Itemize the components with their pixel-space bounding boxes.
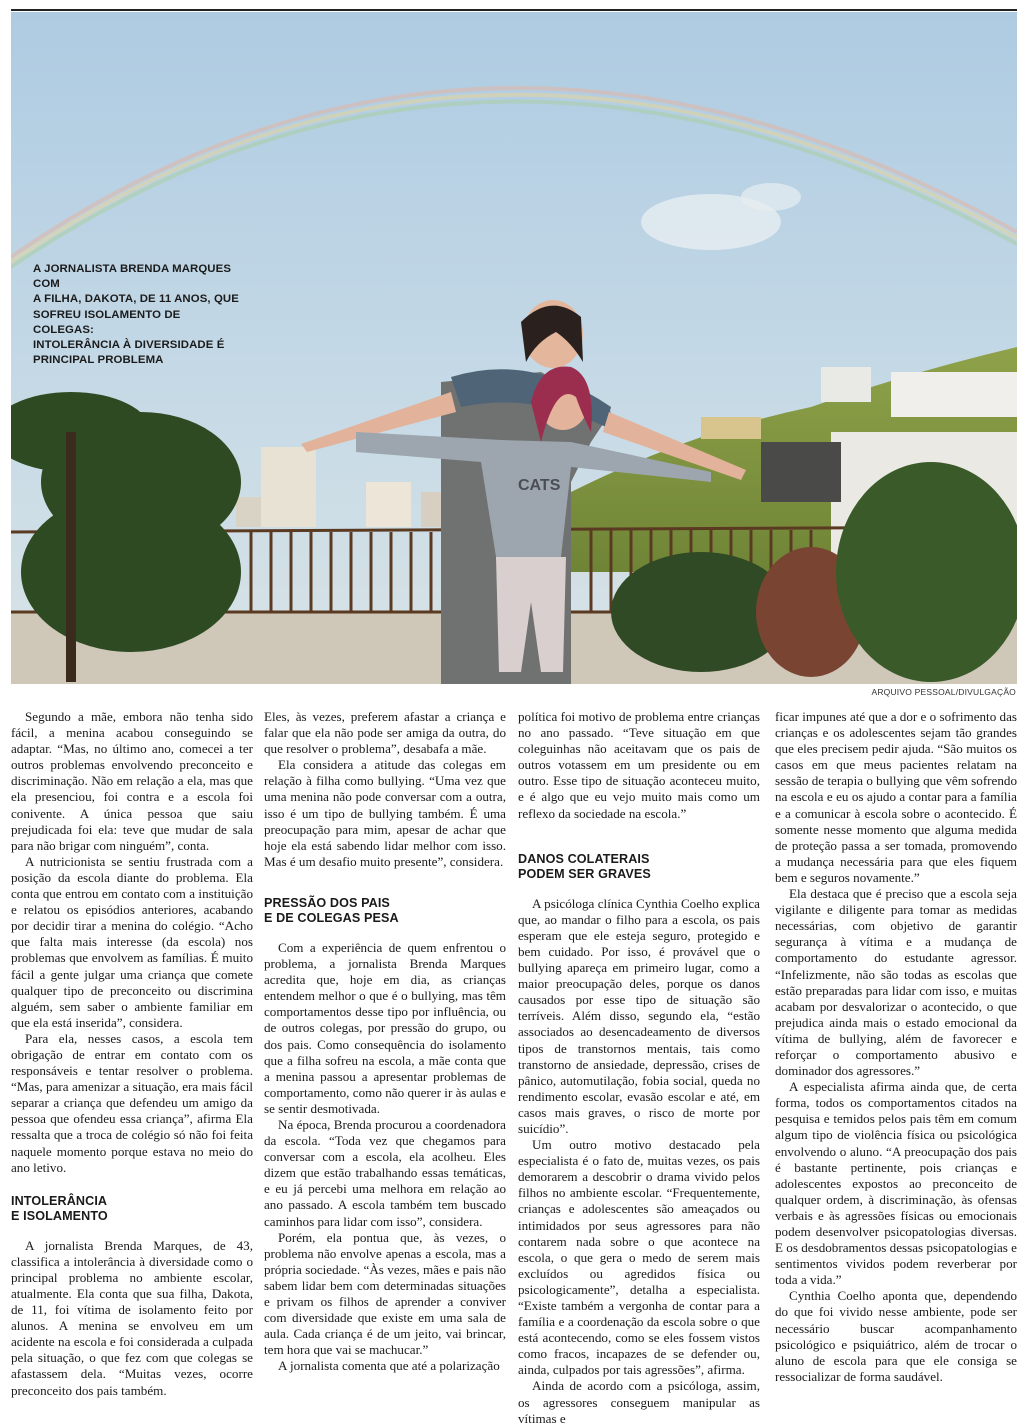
paragraph: Para ela, nesses casos, a escola tem obrigação de entrar em contato com os responsáveis e tentar resolver o problema. “Mas, para amenizar a situação, era mais fácil separar a criança que defendeu um amigo da pessoa que ofendeu essa criança”, afirma Ela ressalta que a troca de colégio só não foi feita naquele momento porque estava no meio do ano letivo. <box>11 1030 253 1175</box>
heading-line: INTOLERÂNCIA <box>11 1193 108 1208</box>
paragraph: Na época, Brenda procurou a coordenadora da escola. “Toda vez que chegamos para conversar com a escola, ela acolheu. Eles dizem que estão trabalhando essas temáticas, e eu já percebi uma melhora em relação ao ano passado. A escola também tem buscado caminhos para lidar com isso”, considera. <box>264 1116 506 1229</box>
section-heading-pressao <box>264 896 506 926</box>
text-column-2 <box>264 709 506 1374</box>
paragraph: Cynthia Coelho aponta que, dependendo do que foi vivido nesse ambiente, pode ser necessário buscar acompanhamento psicológico e psiquiátrico, além de trocar o aluno de escola para que ele consiga se ressocializar de forma saudável. <box>775 1288 1017 1384</box>
paragraph: Ela considera a atitude das colegas em relação à filha como bullying. “Uma vez que uma menina não pode conversar com a outra, isso é um tipo de bullying também. É uma preocupação para mim, apesar de achar que hoje ela está sabendo lidar melhor com isso. Mas é um desafio muito presente”, considera. <box>264 757 506 869</box>
text-column-1 <box>11 709 253 1399</box>
caption-line: SOFREU ISOLAMENTO DE COLEGAS: <box>33 308 181 336</box>
section-heading-intolerancia <box>11 1194 253 1224</box>
paragraph: A psicóloga clínica Cynthia Coelho explica que, ao mandar o filho para a escola, os pais esperam que ele esteja seguro, protegido e bem cuidado. Por isso, é provável que o bullying apareça em primeiro lugar, como a maior preocupação deles, porque os danos causados por esse tipo de situação são terríveis. Além disso, segundo ela, “estão associados ao desencadeamento de diversos tipos de transtornos mentais, tais como transtorno de ansiedade, depressão, crises de pânico, automutilação, fobia social, queda no rendimento escolar, evasão escolar e até, em casos mais graves, o risco de morte por suicídio”. <box>518 895 760 1136</box>
paragraph: A jornalista Brenda Marques, de 43, classifica a intolerância à diversidade como o principal problema no ambiente escolar, atualmente. Ela conta que sua filha, Dakota, de 11, foi vítima de isolamento feito por alunos. A menina se envolveu em um acidente na escola e foi considerada a culpada pela situação, o que fez com que colegas se afastassem dela. “Muitas vezes, ocorre preconceito dos pais também. <box>11 1237 253 1398</box>
paragraph: Porém, ela pontua que, às vezes, o problema não envolve apenas a escola, mas a própria sociedade. “Às vezes, mães e pais não sabem lidar bem com determinadas situações e privam os filhos de aprender a conviver com diversidade que existe em uma sala de aula. Cada criança é de um jeito, vai brincar, tem hora que vai se machucar.” <box>264 1229 506 1358</box>
paragraph: Com a experiência de quem enfrentou o problema, a jornalista Brenda Marques acredita que, hoje em dia, as crianças entendem melhor o que é o bullying, mas têm comportamentos desse tipo por influência, ou de outros colegas, por pressão do grupo, ou dos pais. Como consequência do isolamento que a filha sofreu na escola, a mãe conta que a menina passou a apresentar problemas de comportamento, como não querer ir às aulas e se sentir desmotivada. <box>264 939 506 1116</box>
paragraph: A jornalista comenta que até a polarização <box>278 1358 500 1374</box>
heading-line: PRESSÃO DOS PAIS <box>264 895 390 910</box>
paragraph: Segundo a mãe, embora não tenha sido fácil, a menina acabou conseguindo se adaptar. “Mas, no último ano, comecei a ter outros problemas envolvendo preconceito e discriminação. Não em relação a ela, mas que ela presenciou, foi contra e a escola foi conivente. A única pessoa que saiu prejudicada foi ela: teve que mudar de sala para não brigar com ninguém”, conta. <box>11 709 253 853</box>
top-rule <box>11 9 1017 11</box>
paragraph: Eles, às vezes, preferem afastar a criança e falar que ela não pode ser amiga da outra, do que resolver o problema”, desabafa a mãe. <box>264 709 506 757</box>
section-heading-danos <box>518 852 760 882</box>
paragraph: ficar impunes até que a dor e o sofrimento das crianças e os adolescentes sejam tão grandes que eles precisem pedir ajuda. “São muitos os casos em que meus pacientes relatam na sessão de terapia o bullying que vêm sofrendo na escola e eu os ajudo a contar para a família e a comunicar à escola sobre o acontecido. É somente nesse momento que alguma medida de proteção passa a ser tomada, promovendo a mudança necessária para que eles fiquem bem e seguros novamente.” <box>775 709 1017 885</box>
paragraph: Um outro motivo destacado pela especialista é o fato de, muitas vezes, os pais demorarem a descobrir o drama vivido pelos filhos no ambiente escolar. “Frequentemente, crianças e adolescentes são ameaçados ou intimidados por seus agressores para não contarem nada sobre o que acontece na escola, o que gera o medo de serem mais excluídos ou agredidos física ou psicologicamente”, detalha a especialista. “Existe também a vergonha de contar para a família e a coordenação da escola sobre o que está acontecendo, como se eles fossem vistos como fracos, incapazes de se defender ou, ainda, culpados por tais agressões”, afirma. <box>518 1137 760 1378</box>
heading-line: PODEM SER GRAVES <box>518 866 651 881</box>
photo-caption <box>33 262 243 368</box>
heading-line: DANOS COLATERAIS <box>518 851 650 866</box>
heading-line: E ISOLAMENTO <box>11 1208 108 1223</box>
article-photo <box>11 12 1017 684</box>
photo-credit: ARQUIVO PESSOAL/DIVULGAÇÃO <box>871 687 1016 697</box>
shirt-text: CATS <box>518 477 561 494</box>
text-column-3 <box>518 709 760 1427</box>
paragraph: Ainda de acordo com a psicóloga, assim, os agressores conseguem manipular as vítimas e <box>518 1378 760 1426</box>
paragraph: A especialista afirma ainda que, de certa forma, todos os comportamentos citados na pesquisa e temidos pelos pais têm em comum algum tipo de violência física ou psicológica envolvendo o aluno. “A preocupação dos pais é bastante pertinente, pois crianças e adolescentes expostos ao preconceito de qualquer ordem, à discriminação, às ofensas verbais e às agressões físicas ou emocionais podem desenvolver psicopatologias diversas. E os desdobramentos dessas psicopatologias e sentimentos vividos podem reverberar por toda a vida.” <box>775 1079 1017 1288</box>
caption-line: INTOLERÂNCIA À DIVERSIDADE É <box>33 339 225 352</box>
text-column-4 <box>775 709 1017 1385</box>
paragraph: política foi motivo de problema entre crianças no ano passado. “Teve situação em que coleguinhas não aceitavam que os pais de outros votassem em um presidente ou em outro. Esse tipo de situação aconteceu muito, e é algo que eu vejo muito mais como um reflexo da sociedade na escola.” <box>518 709 760 821</box>
paragraph: Ela destaca que é preciso que a escola seja vigilante e diligente para tomar as medidas necessárias, com objetivo de garantir segurança à vítima e a mudança de comportamento do estudante agressor. “Infelizmente, não são todas as escolas que estão preparadas para lidar com isso, e muitas acabam por desvalorizar o acontecido, o que prejudica ainda mais o estado emocional da vítima de bullying, além de favorecer e reforçar o comportamento abusivo e dominador dos agressores.” <box>775 886 1017 1079</box>
paragraph: A nutricionista se sentiu frustrada com a posição da escola diante do problema. Ela conta que entrou em contato com a instituição e relatou os episódios anteriores, acabando por decidir tirar a menina do colégio. “Acho que falta mais interesse (da escola) nos problemas que envolvem as famílias. É muito fácil a gente julgar uma criança que comete qualquer tipo de preconceito ou discrimina alguém, sem saber o ambiente familiar em que ela está inserida”, considera. <box>11 853 253 1030</box>
caption-line: PRINCIPAL PROBLEMA <box>33 354 164 367</box>
caption-line: A FILHA, DAKOTA, DE 11 ANOS, QUE <box>33 293 239 306</box>
heading-line: E DE COLEGAS PESA <box>264 910 399 925</box>
caption-line: A JORNALISTA BRENDA MARQUES COM <box>33 263 232 291</box>
